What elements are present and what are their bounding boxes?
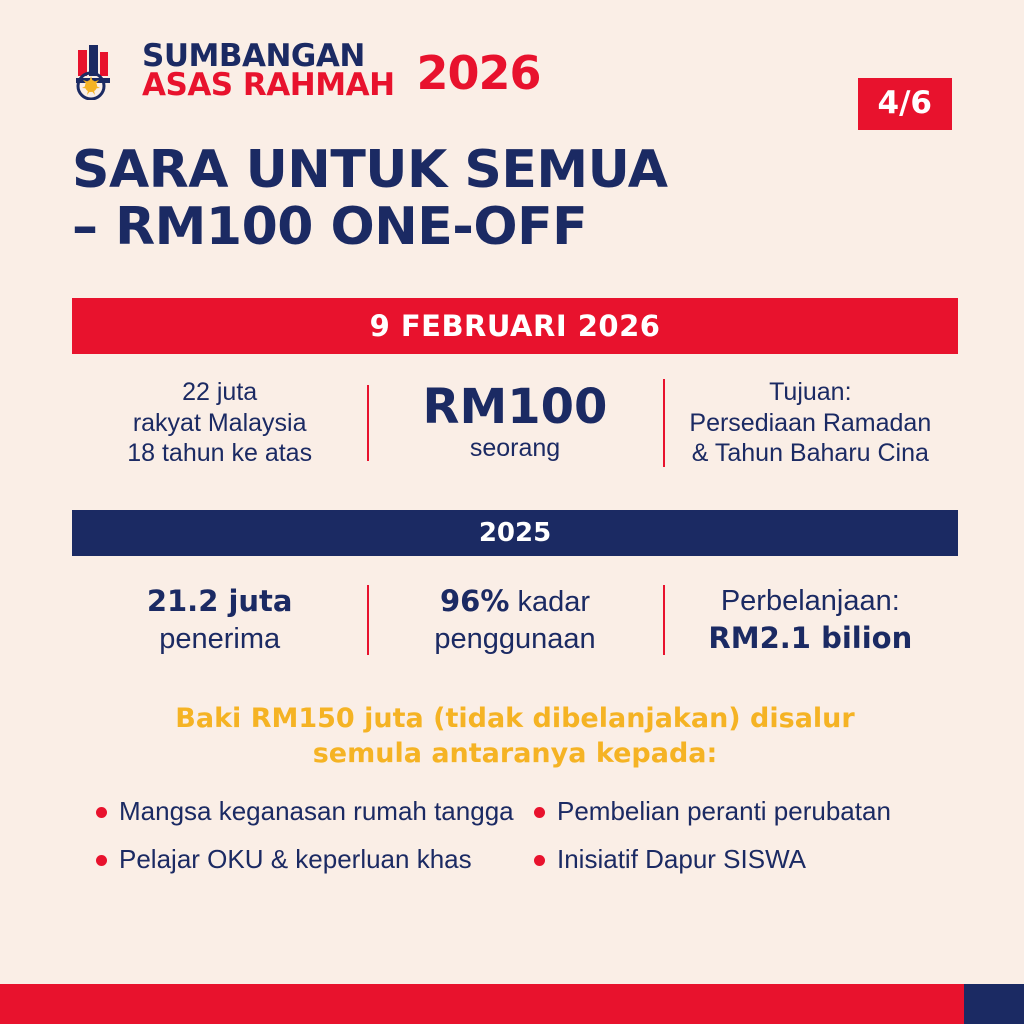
remaining-funds-note-line-1: Baki RM150 juta (tidak dibelanjakan) disalur — [175, 703, 855, 734]
stats-row-2026 — [72, 368, 958, 478]
sara-building-flag-logo-icon — [72, 42, 130, 100]
brand-text — [142, 38, 395, 104]
allocation-list-right — [534, 795, 954, 891]
list-item-label: Pembelian peranti perubatan — [557, 796, 891, 826]
list-item — [534, 843, 954, 875]
stat-usage-rate-2025 — [367, 583, 662, 657]
page-badge: 4/6 — [858, 78, 952, 130]
list-item — [534, 795, 954, 827]
stat-purpose-line-2: Persediaan Ramadan — [689, 408, 932, 437]
page-title-line-1: SARA UNTUK SEMUA — [72, 140, 668, 200]
stat-expenditure-2025 — [663, 583, 958, 657]
page-title — [72, 142, 964, 256]
stat-purpose-line-1: Tujuan: — [769, 378, 852, 407]
stat-recipients-line-2: rakyat Malaysia — [132, 408, 307, 437]
bullet-dot-icon — [96, 807, 107, 818]
bullet-dot-icon — [534, 807, 545, 818]
stat-amount-value: RM100 — [422, 379, 608, 435]
list-item-label: Mangsa keganasan rumah tangga — [119, 796, 514, 826]
brand-line-1: SUMBANGAN — [142, 38, 365, 74]
banner-2026-date: 9 FEBRUARI 2026 — [72, 298, 958, 354]
stat-expenditure-label: Perbelanjaan: — [720, 585, 900, 618]
stat-purpose-2026 — [663, 377, 958, 469]
footer-bar-navy — [964, 984, 1024, 1024]
list-item-label: Pelajar OKU & keperluan khas — [119, 844, 472, 875]
stat-usage-rate-suffix: kadar — [509, 586, 590, 619]
stat-recipients-2025-plain: penerima — [159, 622, 281, 655]
list-item-label: Inisiatif Dapur SISWA — [557, 844, 807, 875]
footer-bar-red — [0, 984, 964, 1024]
stat-recipients-line-1: 22 juta — [182, 378, 258, 407]
remaining-funds-note-line-2: semula antaranya kepada: — [312, 737, 718, 769]
page-title-line-2: – RM100 ONE-OFF — [72, 197, 588, 258]
header — [72, 38, 952, 121]
stats-row-2025 — [72, 570, 958, 670]
stat-expenditure-value: RM2.1 bilion — [708, 620, 913, 655]
list-item — [96, 795, 516, 827]
footer-gap — [0, 972, 1024, 984]
stat-usage-rate-line-1: 96% kadar — [439, 584, 590, 619]
banner-2025-year: 2025 — [72, 510, 958, 556]
footer-bar — [0, 984, 1024, 1024]
stat-recipients-2025-bold: 21.2 juta — [146, 584, 293, 619]
stat-recipients-2025 — [72, 583, 367, 657]
bullet-dot-icon — [96, 855, 107, 866]
remaining-funds-note — [86, 702, 944, 771]
bullet-dot-icon — [534, 855, 545, 866]
stat-purpose-line-3: & Tahun Baharu Cina — [691, 439, 929, 468]
stat-amount-sub: seorang — [469, 434, 561, 462]
allocation-list — [96, 795, 954, 891]
stat-usage-rate-line-2: penggunaan — [434, 622, 596, 655]
stat-recipients-line-3: 18 tahun ke atas — [127, 439, 313, 468]
brand-year: 2026 — [416, 46, 541, 101]
stat-recipients-2026 — [72, 377, 367, 469]
stat-amount-2026 — [367, 379, 662, 463]
brand-line-2: ASAS RAHMAH — [142, 67, 395, 104]
allocation-list-left — [96, 795, 516, 891]
list-item — [96, 843, 516, 875]
